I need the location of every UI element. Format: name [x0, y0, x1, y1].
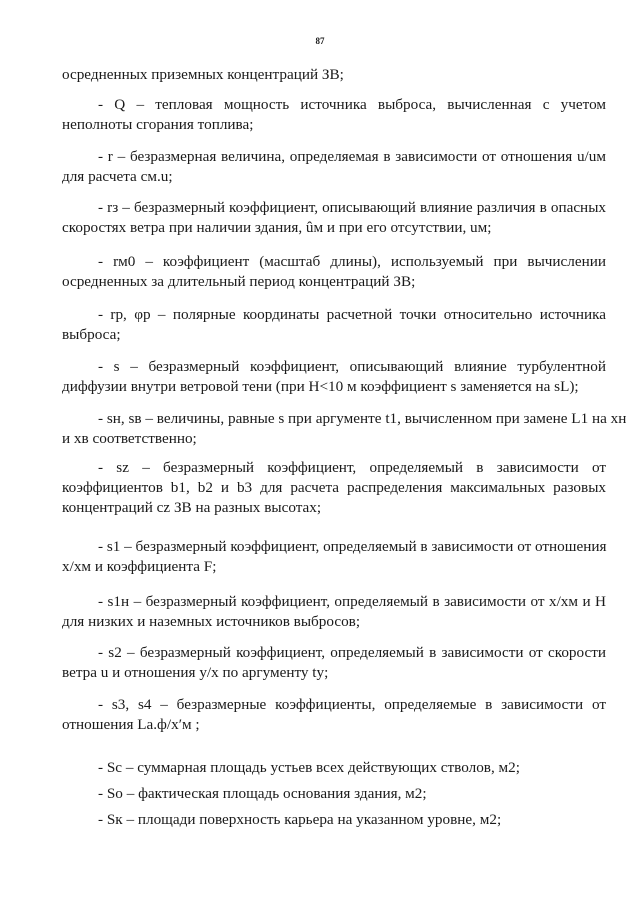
- text-line: скоростях ветра при наличии здания, ûм и при его отсутствии, uм;: [62, 219, 492, 236]
- paragraph-r: [62, 147, 606, 187]
- text-line: осредненных за длительный период концентраций ЗВ;: [62, 273, 416, 290]
- text-line: - So – фактическая площадь основания здания, м2;: [98, 785, 427, 802]
- text-line: - rр, φр – полярные координаты расчетной точки относительно источника: [98, 306, 606, 323]
- text-line: выброса;: [62, 326, 121, 343]
- text-line: и xв соответственно;: [62, 430, 197, 447]
- text-line: коэффициентов b1, b2 и b3 для расчета распределения максимальных разовых: [62, 479, 606, 496]
- paragraph-rz: [62, 198, 606, 238]
- text-line: - s1н – безразмерный коэффициент, определяемый в зависимости от x/xм и H: [98, 593, 606, 610]
- text-line: неполноты сгорания топлива;: [62, 116, 254, 133]
- paragraph-s1: [62, 537, 606, 577]
- text-line: отношения Lа.ф/x′м ;: [62, 716, 200, 733]
- text-line: - s3, s4 – безразмерные коэффициенты, определяемые в зависимости от: [98, 696, 606, 713]
- paragraph-sk: [62, 810, 606, 830]
- paragraph-s1n: [62, 592, 606, 632]
- text-line: осредненных приземных концентраций ЗВ;: [62, 66, 344, 83]
- text-line: - Sк – площади поверхность карьера на указанном уровне, м2;: [98, 811, 502, 828]
- text-line: - sн, sв – величины, равные s при аргументе t1, вычисленном при замене L1 на xн: [98, 410, 627, 427]
- text-line: - Q – тепловая мощность источника выброса, вычисленная с учетом: [98, 96, 606, 113]
- text-line: - r – безразмерная величина, определяемая в зависимости от отношения u/uм: [98, 148, 606, 165]
- paragraph-rm0: [62, 252, 606, 292]
- text-line: для расчета cм.u;: [62, 168, 173, 185]
- paragraph-so: [62, 784, 606, 804]
- text-line: x/xм и коэффициента F;: [62, 558, 217, 575]
- paragraph-s2: [62, 643, 606, 683]
- text-line: ветра u и отношения y/x по аргументу ty;: [62, 664, 329, 681]
- text-line: - sz – безразмерный коэффициент, определяемый в зависимости от: [98, 459, 606, 476]
- text-line: для низких и наземных источников выбросов;: [62, 613, 361, 630]
- text-line: - rм0 – коэффициент (масштаб длины), используемый при вычислении: [98, 253, 606, 270]
- paragraph-rp: [62, 305, 606, 345]
- paragraph-sz: [62, 458, 606, 518]
- text-line: концентраций cz ЗВ на разных высотах;: [62, 499, 322, 516]
- text-line: - s – безразмерный коэффициент, описывающий влияние турбулентной: [98, 358, 606, 375]
- paragraph-s3-s4: [62, 695, 606, 735]
- text-line: - s1 – безразмерный коэффициент, определяемый в зависимости от отношения: [98, 538, 607, 555]
- paragraph-sn-sv: [62, 409, 627, 449]
- paragraph-s: [62, 357, 606, 397]
- paragraph-q: [62, 95, 606, 135]
- text-line: - rз – безразмерный коэффициент, описывающий влияние различия в опасных: [98, 199, 606, 216]
- text-line: диффузии внутри ветровой тени (при H<10 м коэффициент s заменяется на sL);: [62, 378, 579, 395]
- page-number: 87: [315, 36, 325, 46]
- paragraph-sc: [62, 758, 606, 778]
- text-line: - s2 – безразмерный коэффициент, определяемый в зависимости от скорости: [98, 644, 606, 661]
- paragraph-concentrations: [62, 65, 606, 85]
- text-line: - Sc – суммарная площадь устьев всех действующих стволов, м2;: [98, 759, 520, 776]
